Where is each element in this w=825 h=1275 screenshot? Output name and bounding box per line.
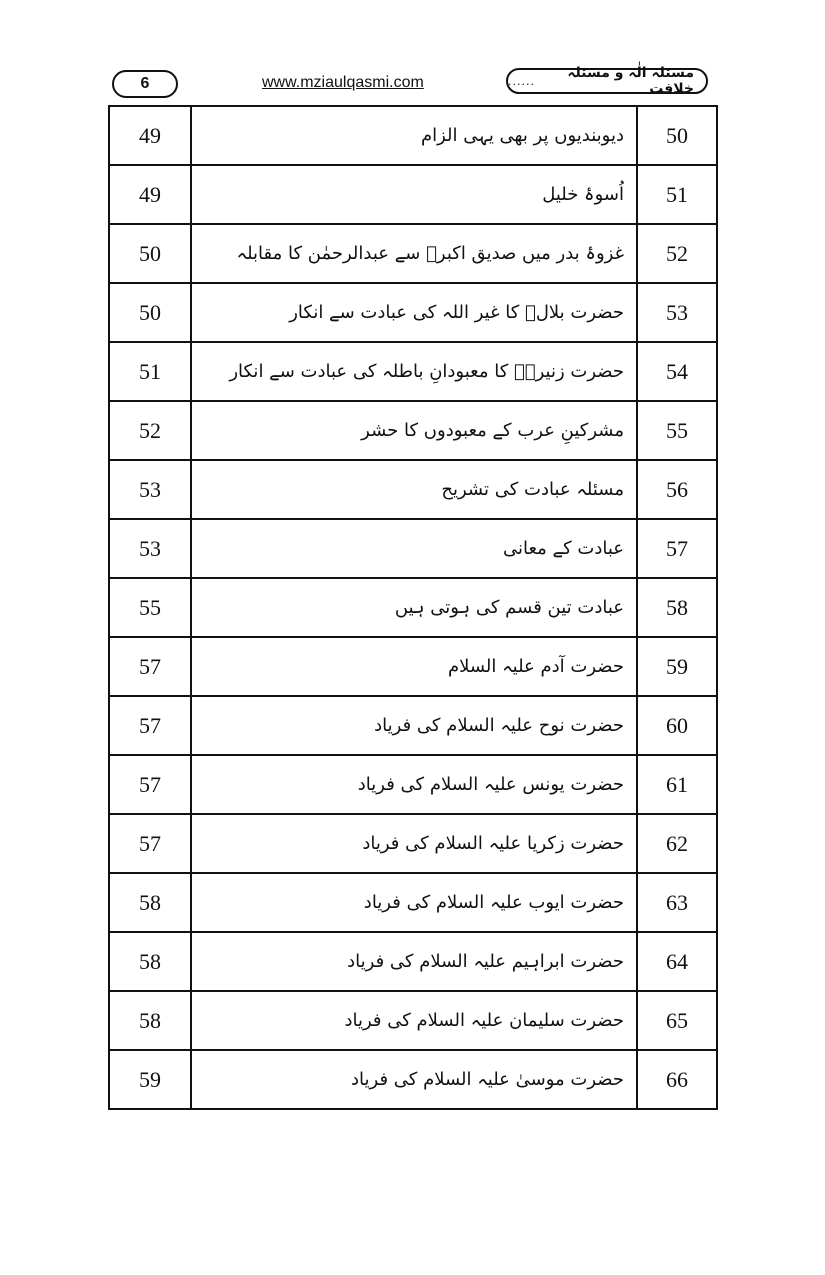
toc-page-number: 52 <box>109 401 191 460</box>
toc-entry-title[interactable]: غزوۂ بدر میں صدیق اکبرؓ سے عبدالرحمٰن کا مقابلہ <box>191 224 637 283</box>
book-title-dots: ...... <box>508 74 535 88</box>
table-row <box>109 401 717 460</box>
toc-entry-title[interactable]: حضرت موسیٰ علیہ السلام کی فریاد <box>191 1050 637 1109</box>
toc-entry-title[interactable]: حضرت ابراہیم علیہ السلام کی فریاد <box>191 932 637 991</box>
toc-entry-title[interactable]: حضرت زکریا علیہ السلام کی فریاد <box>191 814 637 873</box>
toc-serial-number: 53 <box>637 283 717 342</box>
toc-serial-number: 65 <box>637 991 717 1050</box>
toc-entry-title[interactable]: دیوبندیوں پر بھی یہی الزام <box>191 106 637 165</box>
toc-entry-title[interactable]: حضرت نوح علیہ السلام کی فریاد <box>191 696 637 755</box>
toc-serial-number: 51 <box>637 165 717 224</box>
toc-serial-number: 60 <box>637 696 717 755</box>
toc-entry-title[interactable]: عبادت کے معانی <box>191 519 637 578</box>
toc-entry-title[interactable]: مشرکینِ عرب کے معبودوں کا حشر <box>191 401 637 460</box>
toc-serial-number: 62 <box>637 814 717 873</box>
table-row <box>109 637 717 696</box>
toc-page-number: 57 <box>109 696 191 755</box>
toc-page-number: 55 <box>109 578 191 637</box>
toc-serial-number: 58 <box>637 578 717 637</box>
toc-serial-number: 57 <box>637 519 717 578</box>
toc-serial-number: 55 <box>637 401 717 460</box>
book-title: مسئلہ الٰہ و مسئلہ خلافت <box>567 65 694 97</box>
table-row <box>109 165 717 224</box>
table-row <box>109 873 717 932</box>
toc-serial-number: 61 <box>637 755 717 814</box>
toc-entry-title[interactable]: حضرت یونس علیہ السلام کی فریاد <box>191 755 637 814</box>
page-header <box>0 0 825 100</box>
table-row <box>109 755 717 814</box>
toc-page-number: 57 <box>109 637 191 696</box>
table-row <box>109 106 717 165</box>
toc-entry-title[interactable]: حضرت بلالؓ کا غیر اللہ کی عبادت سے انکار <box>191 283 637 342</box>
toc-page-number: 53 <box>109 460 191 519</box>
toc-page-number: 53 <box>109 519 191 578</box>
toc-page-number: 50 <box>109 283 191 342</box>
toc-entry-title[interactable]: حضرت سلیمان علیہ السلام کی فریاد <box>191 991 637 1050</box>
toc-serial-number: 56 <box>637 460 717 519</box>
website-link[interactable]: www.mziaulqasmi.com <box>262 74 424 91</box>
toc-page-number: 58 <box>109 873 191 932</box>
toc-page-number: 58 <box>109 991 191 1050</box>
table-row <box>109 283 717 342</box>
toc-page-number: 59 <box>109 1050 191 1109</box>
table-of-contents <box>108 105 718 1110</box>
toc-serial-number: 63 <box>637 873 717 932</box>
table-row <box>109 814 717 873</box>
table-row <box>109 578 717 637</box>
toc-page-number: 50 <box>109 224 191 283</box>
toc-entry-title[interactable]: حضرت زنیرہؓ کا معبودانِ باطلہ کی عبادت سے انکار <box>191 342 637 401</box>
toc-body <box>109 106 717 1109</box>
table-row <box>109 342 717 401</box>
toc-serial-number: 64 <box>637 932 717 991</box>
toc-serial-number: 52 <box>637 224 717 283</box>
table-row <box>109 696 717 755</box>
toc-entry-title[interactable]: حضرت ایوب علیہ السلام کی فریاد <box>191 873 637 932</box>
toc-serial-number: 66 <box>637 1050 717 1109</box>
table-row <box>109 519 717 578</box>
toc-page-number: 57 <box>109 814 191 873</box>
toc-serial-number: 50 <box>637 106 717 165</box>
toc-entry-title[interactable]: عبادت تین قسم کی ہوتی ہیں <box>191 578 637 637</box>
table-row <box>109 991 717 1050</box>
toc-page-number: 57 <box>109 755 191 814</box>
table-row <box>109 932 717 991</box>
table-row <box>109 1050 717 1109</box>
toc-entry-title[interactable]: حضرت آدم علیہ السلام <box>191 637 637 696</box>
toc-page-number: 49 <box>109 106 191 165</box>
toc-serial-number: 54 <box>637 342 717 401</box>
toc-page-number: 49 <box>109 165 191 224</box>
toc-entry-title[interactable]: مسئلہ عبادت کی تشریح <box>191 460 637 519</box>
toc-page-number: 51 <box>109 342 191 401</box>
book-title-badge <box>506 65 708 97</box>
toc-serial-number: 59 <box>637 637 717 696</box>
table-row <box>109 460 717 519</box>
toc-entry-title[interactable]: اُسوۂ خلیل <box>191 165 637 224</box>
table-row <box>109 224 717 283</box>
page-number: 6 <box>112 70 178 98</box>
toc-page-number: 58 <box>109 932 191 991</box>
